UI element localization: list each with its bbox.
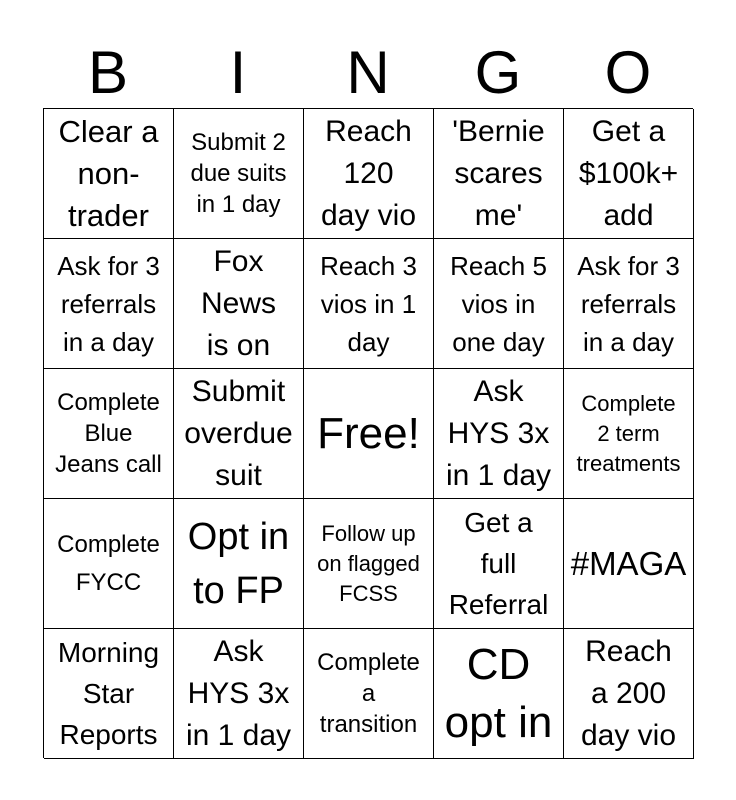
cell-text: Clear a non- trader: [58, 113, 159, 233]
cell-text: Ask HYS 3x in 1 day: [445, 374, 552, 492]
bingo-cell[interactable]: [434, 369, 564, 499]
free-space[interactable]: [304, 369, 434, 499]
bingo-cell[interactable]: [434, 629, 564, 759]
cell-text: Submit overdue suit: [184, 374, 293, 492]
cell-text: Ask for 3 referrals in a day: [577, 250, 680, 357]
bingo-cell[interactable]: [434, 499, 564, 629]
header-letter-i: I: [229, 39, 247, 106]
cell-text: Complete FYCC: [57, 530, 160, 596]
cell-text: #MAGA: [570, 544, 687, 582]
cell-text: Morning Star Reports: [57, 637, 160, 750]
cell-text: Reach a 200 day vio: [580, 634, 677, 752]
free-space-label: Free!: [317, 408, 420, 458]
bingo-cell[interactable]: [304, 499, 434, 629]
cell-text: Get a full Referral: [448, 507, 549, 620]
bingo-cell[interactable]: [564, 239, 694, 369]
bingo-cell[interactable]: [304, 239, 434, 369]
bingo-cell[interactable]: [304, 109, 434, 239]
header-letter-n: N: [346, 39, 390, 106]
header-letter-o: O: [604, 39, 652, 106]
bingo-cell[interactable]: [44, 239, 174, 369]
cell-text: Ask HYS 3x in 1 day: [185, 634, 292, 752]
cell-text: Reach 3 vios in 1 day: [320, 250, 417, 357]
header-letter-b: B: [87, 39, 129, 106]
bingo-cell[interactable]: [564, 499, 694, 629]
cell-text: 'Bernie scares me': [452, 114, 545, 232]
header-letter-g: G: [474, 39, 522, 106]
cell-text: Complete a transition: [317, 649, 420, 738]
cell-text: Ask for 3 referrals in a day: [57, 250, 160, 357]
bingo-cell[interactable]: [174, 109, 304, 239]
cell-text: Reach 5 vios in one day: [450, 250, 547, 357]
bingo-cell[interactable]: [44, 629, 174, 759]
bingo-cell[interactable]: [174, 239, 304, 369]
bingo-cell[interactable]: [434, 239, 564, 369]
bingo-cell[interactable]: [44, 109, 174, 239]
bingo-cell[interactable]: [564, 109, 694, 239]
cell-text: Get a $100k+ add: [578, 114, 679, 232]
bingo-cell[interactable]: [434, 109, 564, 239]
bingo-cell[interactable]: [174, 499, 304, 629]
cell-text: Follow up on flagged FCSS: [317, 520, 420, 606]
bingo-cell[interactable]: [174, 629, 304, 759]
bingo-cell[interactable]: [304, 629, 434, 759]
bingo-grid: [43, 108, 693, 758]
bingo-cell[interactable]: [44, 499, 174, 629]
bingo-header: [43, 38, 693, 108]
bingo-cell[interactable]: [44, 369, 174, 499]
cell-text: Submit 2 due suits in 1 day: [190, 129, 287, 218]
bingo-cell[interactable]: [564, 629, 694, 759]
cell-text: Fox News is on: [200, 244, 276, 362]
cell-text: Opt in to FP: [187, 515, 290, 612]
cell-text: CD opt in: [444, 639, 553, 747]
cell-text: Complete Blue Jeans call: [55, 389, 162, 478]
bingo-cell[interactable]: [564, 369, 694, 499]
cell-text: Reach 120 day vio: [320, 114, 417, 232]
cell-text: Complete 2 term treatments: [576, 390, 681, 476]
bingo-cell[interactable]: [174, 369, 304, 499]
